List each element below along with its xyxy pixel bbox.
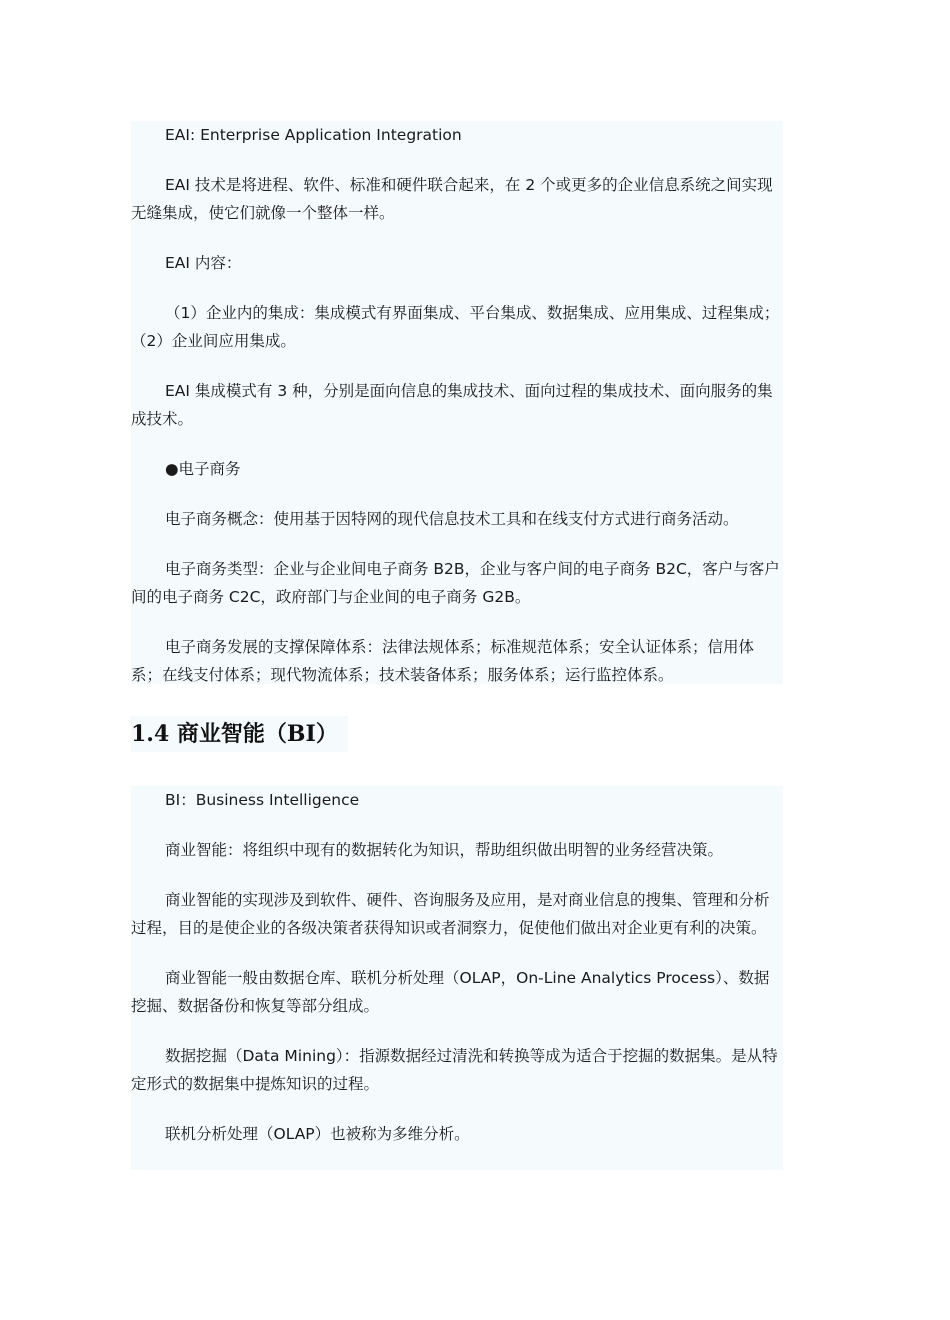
eai-definition: EAI: Enterprise Application Integration: [165, 126, 462, 144]
section-heading-bi: 1.4 商业智能（BI）: [131, 716, 348, 752]
eai-content-list: （1）企业内的集成：集成模式有界面集成、平台集成、数据集成、应用集成、过程集成；（2）企业间应用集成。: [131, 304, 780, 350]
bi-definition: BI：Business Intelligence: [165, 791, 360, 809]
eai-description: EAI 技术是将进程、软件、标准和硬件联合起来，在 2 个或更多的企业信息系统之间实现无缝集成，使它们就像一个整体一样。: [131, 176, 773, 222]
eai-integration-modes: EAI 集成模式有 3 种，分别是面向信息的集成技术、面向过程的集成技术、面向服务的集成技术。: [131, 382, 773, 428]
eai-content-label: EAI 内容：: [165, 254, 242, 272]
data-mining-definition: 数据挖掘（Data Mining）：指源数据经过清洗和转换等成为适合于挖掘的数据集。是从特定形式的数据集中提炼知识的过程。: [131, 1047, 778, 1093]
bi-components: 商业智能一般由数据仓库、联机分析处理（OLAP，On-Line Analytics Process）、数据挖掘、数据备份和恢复等部分组成。: [131, 969, 770, 1015]
ecommerce-concept: 电子商务概念：使用基于因特网的现代信息技术工具和在线支付方式进行商务活动。: [165, 510, 739, 528]
bi-section: [131, 786, 783, 1170]
bi-implementation: 商业智能的实现涉及到软件、硬件、咨询服务及应用，是对商业信息的搜集、管理和分析过程，目的是使企业的各级决策者获得知识或者洞察力，促使他们做出对企业更有利的决策。: [131, 891, 770, 937]
bi-concept: 商业智能：将组织中现有的数据转化为知识，帮助组织做出明智的业务经营决策。: [165, 841, 724, 859]
olap-definition: 联机分析处理（OLAP）也被称为多维分析。: [165, 1125, 470, 1143]
ecommerce-support-systems: 电子商务发展的支撑保障体系：法律法规体系；标准规范体系；安全认证体系；信用体系；在线支付体系；现代物流体系；技术装备体系；服务体系；运行监控体系。: [131, 638, 755, 684]
eai-section: [131, 121, 783, 684]
ecommerce-types: 电子商务类型：企业与企业间电子商务 B2B，企业与客户间的电子商务 B2C，客户与客户间的电子商务 C2C，政府部门与企业间的电子商务 G2B。: [131, 560, 780, 606]
ecommerce-subheading: ●电子商务: [165, 460, 241, 478]
